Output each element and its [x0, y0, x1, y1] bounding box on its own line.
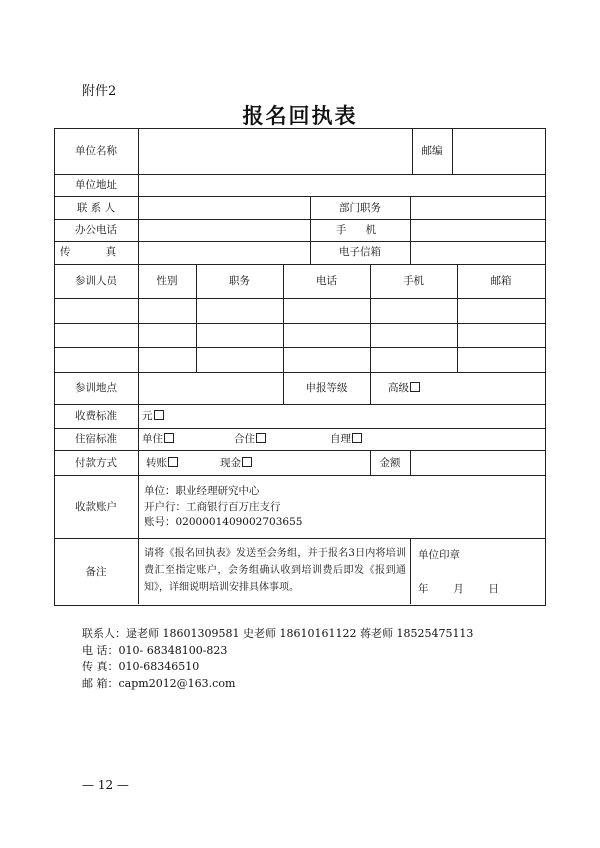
amount-field[interactable] [411, 452, 544, 474]
accommodation-self-checkbox[interactable] [352, 433, 362, 443]
accommodation-single-checkbox[interactable] [164, 433, 174, 443]
unit-name-field[interactable] [139, 130, 411, 172]
row-line [54, 475, 546, 476]
accommodation-single[interactable] [142, 432, 174, 446]
training-location-field[interactable] [139, 374, 282, 403]
row-line [54, 174, 546, 175]
remarks-text: 请将《报名回执表》发送至会务组，并于报名3日内将培训费汇至指定账户，会务组确认收到培训费后即发《报到通知》，详细说明培训安排具体事项。 [144, 548, 406, 593]
contact-fax-row [82, 659, 473, 676]
row-line [54, 323, 546, 324]
accommodation-shared[interactable] [234, 432, 266, 446]
email-label: 电子信箱 [339, 246, 381, 258]
participants-label: 参训人员 [75, 275, 117, 287]
col-line [370, 372, 371, 404]
seal-date [418, 582, 499, 596]
accommodation-single-text: 单住 [142, 433, 163, 445]
remarks-label: 备注 [85, 566, 107, 578]
amount-label: 金额 [379, 457, 401, 469]
account-unit: 单位：职业经理研究中心 [144, 485, 260, 497]
contact-email-row-label: 邮 箱： [82, 676, 119, 690]
fee-standard-label: 收费标准 [75, 410, 117, 422]
receiving-account-label: 收款账户 [75, 501, 117, 513]
row-line [54, 196, 546, 197]
payment-transfer-text: 转账 [146, 457, 167, 469]
row-line [54, 538, 546, 539]
header-gender: 性别 [156, 275, 178, 287]
date-year: 年 [418, 583, 429, 595]
payment-cash-text: 现金 [220, 457, 241, 469]
contact-email-row-value: capm2012@163.com [118, 676, 236, 690]
row-line [54, 372, 546, 373]
row-line [54, 404, 546, 405]
page-number: — 12 — [82, 778, 129, 792]
office-phone-label: 办公电话 [75, 224, 117, 236]
contact-person-row-value: 逯老师 18601309581 史老师 18610161122 蒋老师 18525475113 [126, 627, 474, 640]
mobile-label: 手 机 [335, 224, 385, 236]
account-number: 账号：0200001409002703655 [144, 516, 303, 528]
fax-field[interactable] [139, 243, 309, 263]
contact-fax-row-label: 传 真： [82, 660, 119, 673]
level-high-text: 高级 [388, 382, 409, 394]
contact-phone-row-value: 010- 68348100-823 [118, 643, 228, 657]
level-high-checkbox[interactable] [410, 382, 420, 392]
postcode-label: 邮编 [421, 145, 443, 157]
training-location-label: 参训地点 [75, 382, 117, 394]
header-email: 邮箱 [490, 275, 512, 287]
fee-unit-text: 元 [142, 410, 153, 422]
date-day: 日 [488, 583, 499, 595]
fax-label: 传 真 [59, 246, 133, 258]
row-line [54, 264, 546, 265]
seal-label: 单位印章 [418, 549, 460, 561]
mobile-field[interactable] [411, 220, 544, 240]
col-line [410, 538, 411, 604]
office-phone-field[interactable] [139, 220, 309, 240]
unit-address-field[interactable] [139, 176, 544, 195]
contact-person-row-label: 联系人： [82, 627, 126, 640]
contact-person-field[interactable] [139, 198, 309, 218]
header-mobile: 手机 [403, 275, 424, 287]
payment-cash-checkbox[interactable] [242, 457, 252, 467]
contact-person-row [82, 626, 473, 643]
row-line [54, 298, 546, 299]
header-position: 职务 [229, 275, 250, 287]
contact-person-label: 联 系 人 [76, 202, 116, 214]
department-position-label: 部门职务 [339, 202, 381, 214]
header-phone: 电话 [316, 275, 337, 287]
payment-transfer-checkbox[interactable] [168, 457, 178, 467]
contact-info [82, 626, 473, 692]
accommodation-shared-checkbox[interactable] [256, 433, 266, 443]
attachment-label: 附件2 [82, 84, 117, 99]
contact-phone-row-label: 电 话： [82, 643, 119, 657]
accommodation-label: 住宿标准 [75, 433, 117, 445]
account-bank: 开户行：工商银行百万庄支行 [144, 500, 281, 513]
account-details [144, 484, 302, 531]
payment-cash[interactable] [220, 456, 252, 470]
accommodation-shared-text: 合住 [234, 433, 255, 445]
page-title: 报名回执表 [242, 103, 358, 128]
unit-name-label: 单位名称 [75, 145, 117, 157]
accommodation-self[interactable] [330, 432, 362, 446]
row-line [54, 241, 546, 242]
fee-unit-checkbox[interactable] [154, 410, 164, 420]
contact-phone-row [82, 643, 473, 660]
payment-method-label: 付款方式 [75, 457, 117, 469]
payment-transfer[interactable] [146, 456, 178, 470]
accommodation-self-text: 自理 [330, 433, 351, 445]
contact-email-row [82, 676, 473, 693]
apply-level-label: 申报等级 [305, 382, 348, 394]
row-line [54, 347, 546, 348]
level-high-option[interactable] [388, 381, 420, 395]
department-position-field[interactable] [411, 198, 544, 218]
row-line [54, 450, 546, 451]
email-field[interactable] [411, 243, 544, 263]
date-month: 月 [453, 583, 464, 595]
fee-unit-option[interactable] [142, 409, 164, 423]
row-line [54, 428, 546, 429]
contact-fax-row-value: 010-68346510 [118, 660, 200, 673]
registration-form [54, 128, 546, 606]
unit-address-label: 单位地址 [75, 179, 117, 191]
postcode-field[interactable] [453, 130, 545, 172]
